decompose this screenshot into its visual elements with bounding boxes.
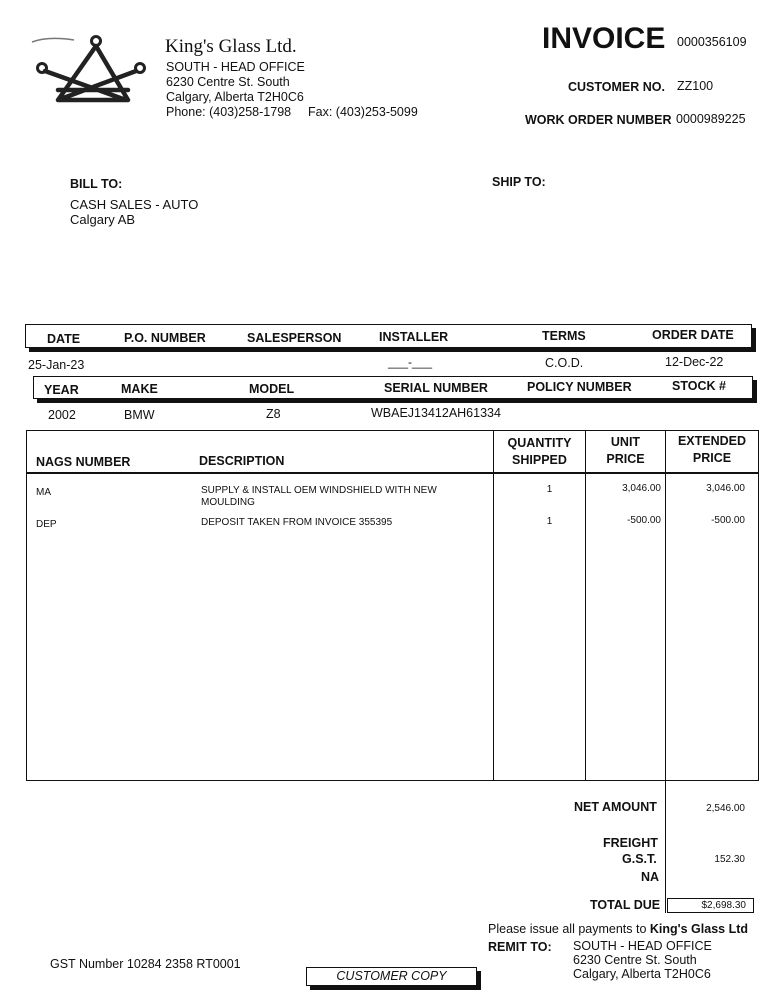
bill-to-label: BILL TO: xyxy=(70,177,123,191)
remit-line3: Calgary, Alberta T2H0C6 xyxy=(573,967,711,981)
gst-value: 152.30 xyxy=(714,854,745,865)
header-qty-line2: SHIPPED xyxy=(512,453,567,467)
label-date: DATE xyxy=(47,332,81,346)
label-year: YEAR xyxy=(44,383,79,397)
payment-note xyxy=(488,922,748,936)
header-qty-line1: QUANTITY xyxy=(507,436,572,450)
item-description: DEPOSIT TAKEN FROM INVOICE 355395 xyxy=(201,517,393,528)
crown-logo-icon xyxy=(28,34,148,104)
label-make: MAKE xyxy=(121,382,158,396)
total-due-value: $2,698.30 xyxy=(701,900,746,911)
remit-to-label: REMIT TO: xyxy=(488,940,552,954)
vehicle-model: Z8 xyxy=(266,407,281,421)
header-unit-line2: PRICE xyxy=(606,452,645,466)
customer-no: ZZ100 xyxy=(677,79,714,93)
remit-line1: SOUTH - HEAD OFFICE xyxy=(573,939,712,953)
header-ext-line2: PRICE xyxy=(692,451,732,465)
work-order-number: 0000989225 xyxy=(676,112,746,126)
invoice-number: 0000356109 xyxy=(677,35,747,49)
totals-divider xyxy=(665,781,666,913)
payment-note-text: Please issue all payments to xyxy=(488,922,650,936)
label-stock: STOCK # xyxy=(672,379,726,393)
item-nags: MA xyxy=(36,487,51,498)
label-installer: INSTALLER xyxy=(379,330,449,344)
vehicle-year: 2002 xyxy=(48,408,76,422)
order-date-field: 12-Dec-22 xyxy=(665,355,724,369)
vehicle-make: BMW xyxy=(124,408,155,422)
item-qty: 1 xyxy=(546,516,553,527)
bill-to-line2: Calgary AB xyxy=(70,212,136,227)
item-extended-price: -500.00 xyxy=(711,515,745,526)
order-date-value: 25-Jan-23 xyxy=(28,358,85,372)
header-unit-line1: UNIT xyxy=(610,435,641,449)
net-amount-value: 2,546.00 xyxy=(706,803,745,814)
item-unit-price: 3,046.00 xyxy=(622,483,661,494)
total-due-label: TOTAL DUE xyxy=(590,898,661,912)
ship-to-label: SHIP TO: xyxy=(492,175,546,189)
company-office: SOUTH - HEAD OFFICE xyxy=(166,60,305,74)
items-header-divider xyxy=(26,472,759,474)
col-divider-qty xyxy=(493,430,494,781)
label-salesperson: SALESPERSON xyxy=(247,331,342,345)
invoice-title: INVOICE xyxy=(542,22,666,55)
na-label: NA xyxy=(641,870,660,884)
company-city: Calgary, Alberta T2H0C6 xyxy=(166,90,304,104)
gst-label: G.S.T. xyxy=(622,852,657,866)
item-qty: 1 xyxy=(546,484,553,495)
item-nags: DEP xyxy=(36,519,57,530)
customer-copy-label: CUSTOMER COPY xyxy=(336,969,447,983)
company-name: King's Glass Ltd. xyxy=(165,36,297,57)
company-street: 6230 Centre St. South xyxy=(166,75,290,89)
item-unit-price: -500.00 xyxy=(627,515,661,526)
freight-label: FREIGHT xyxy=(603,836,658,850)
label-model: MODEL xyxy=(249,382,295,396)
item-description-cont: MOULDING xyxy=(201,497,255,508)
net-amount-label: NET AMOUNT xyxy=(574,800,657,814)
label-po-number: P.O. NUMBER xyxy=(124,331,206,345)
header-description: DESCRIPTION xyxy=(199,454,285,468)
customer-no-label: CUSTOMER NO. xyxy=(568,80,665,94)
bill-to-line1: CASH SALES - AUTO xyxy=(70,197,199,212)
header-ext-line1: EXTENDED xyxy=(677,434,747,448)
terms-value: C.O.D. xyxy=(545,356,584,370)
label-terms: TERMS xyxy=(542,329,586,343)
remit-line2: 6230 Centre St. South xyxy=(573,953,697,967)
company-phone: Phone: (403)258-1798 xyxy=(166,105,292,119)
installer-value: ___-___ xyxy=(388,355,433,369)
gst-number: GST Number 10284 2358 RT0001 xyxy=(50,957,241,971)
company-fax: Fax: (403)253-5099 xyxy=(308,105,418,119)
label-order-date: ORDER DATE xyxy=(652,328,734,342)
vehicle-serial: WBAEJ13412AH61334 xyxy=(371,406,501,420)
label-serial-number: SERIAL NUMBER xyxy=(384,381,488,395)
item-description: SUPPLY & INSTALL OEM WINDSHIELD WITH NEW xyxy=(201,485,437,496)
header-nags: NAGS NUMBER xyxy=(36,455,131,469)
item-extended-price: 3,046.00 xyxy=(706,483,745,494)
label-policy-number: POLICY NUMBER xyxy=(527,380,632,394)
work-order-label: WORK ORDER NUMBER xyxy=(525,113,672,127)
payment-company: King's Glass Ltd xyxy=(649,922,749,936)
